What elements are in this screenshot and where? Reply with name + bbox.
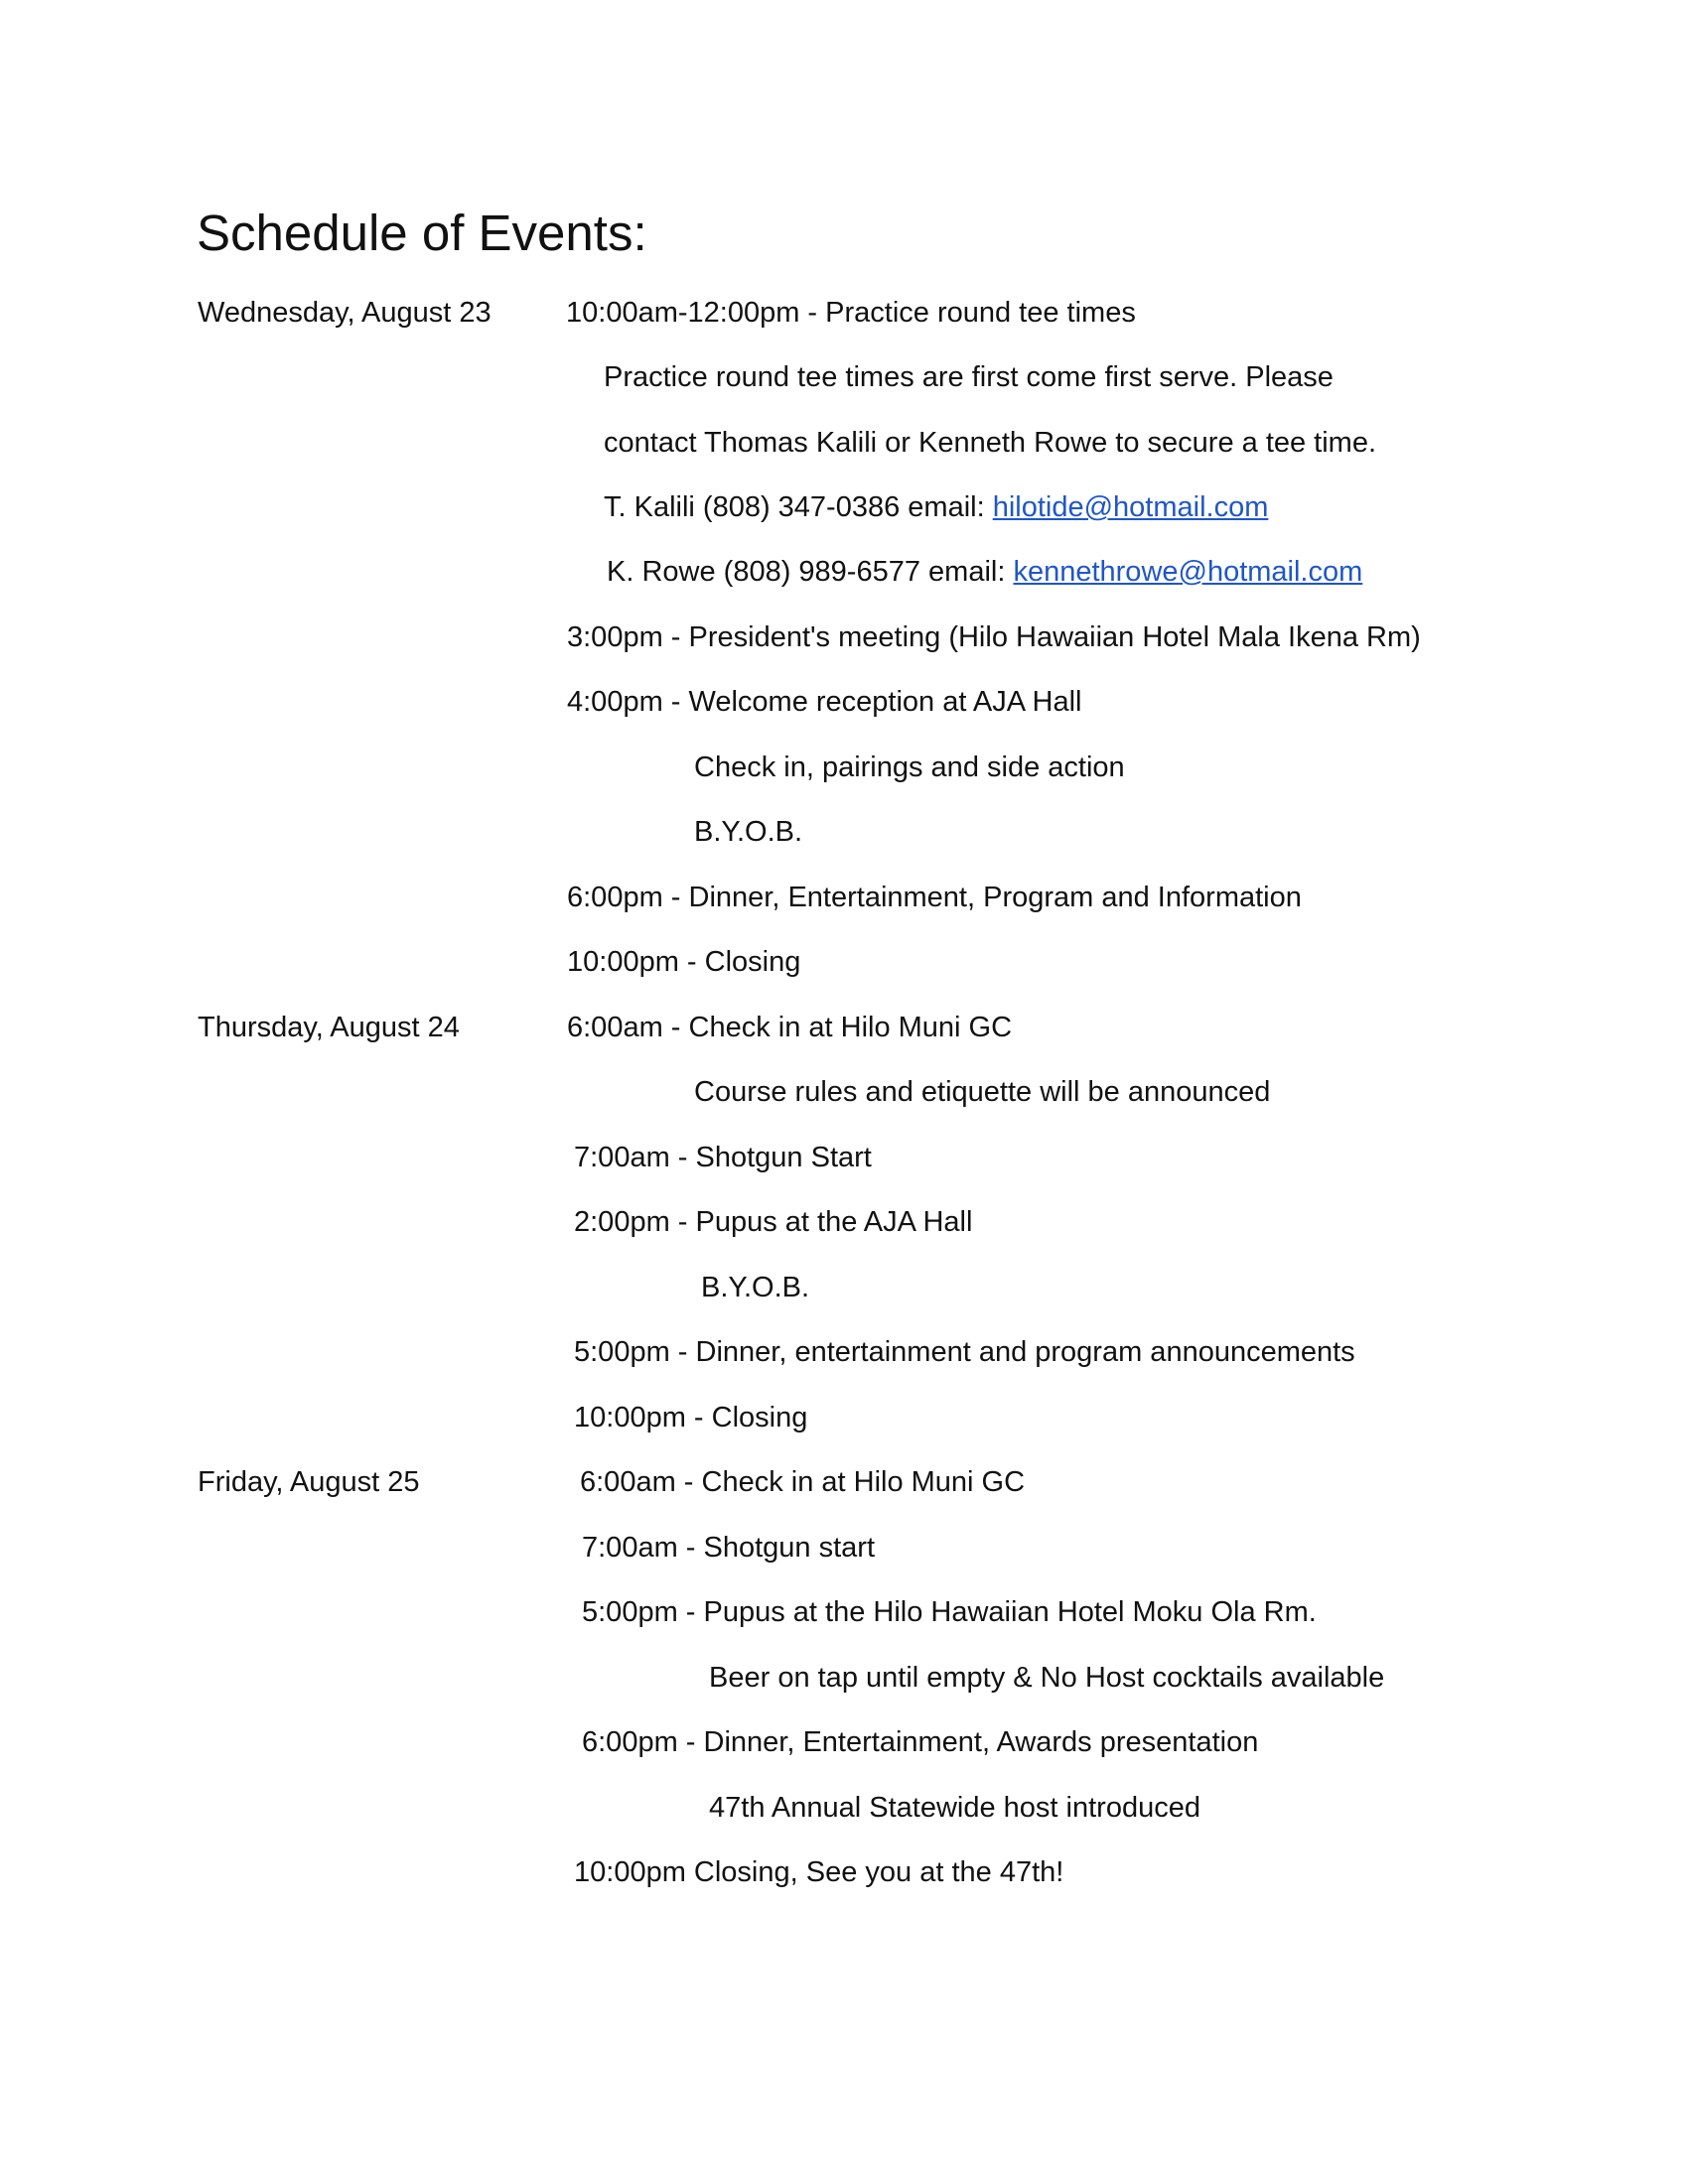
- event-thu-shotgun: 7:00am - Shotgun Start: [574, 1142, 872, 1173]
- event-thu-closing: 10:00pm - Closing: [574, 1402, 808, 1433]
- event-thu-checkin: 6:00am - Check in at Hilo Muni GC: [567, 1012, 1013, 1043]
- contact-kalili-text: T. Kalili (808) 347-0386 email:: [604, 491, 993, 523]
- page-title: Schedule of Events:: [197, 205, 647, 261]
- event-thu-checkin-note: Course rules and etiquette will be announced: [694, 1076, 1271, 1108]
- day-label-friday: Friday, August 25: [198, 1466, 420, 1498]
- email-link-kennethrowe[interactable]: kennethrowe@hotmail.com: [1013, 556, 1363, 588]
- event-wed-practice-note-1: Practice round tee times are first come first serve. Please: [604, 361, 1334, 393]
- event-fri-closing: 10:00pm Closing, See you at the 47th!: [574, 1856, 1064, 1888]
- event-thu-pupus-note: B.Y.O.B.: [701, 1272, 810, 1303]
- contact-kalili: [604, 488, 1268, 526]
- event-wed-presidents-meeting: 3:00pm - President's meeting (Hilo Hawaiian Hotel Mala Ikena Rm): [567, 621, 1421, 653]
- event-fri-pupus-note: Beer on tap until empty & No Host cocktails available: [709, 1662, 1385, 1694]
- event-wed-closing: 10:00pm - Closing: [567, 946, 801, 978]
- event-wed-practice-note-2: contact Thomas Kalili or Kenneth Rowe to secure a tee time.: [604, 427, 1377, 459]
- contact-rowe-text: K. Rowe (808) 989-6577 email:: [607, 556, 1014, 588]
- event-thu-dinner: 5:00pm - Dinner, entertainment and program announcements: [574, 1336, 1355, 1368]
- day-label-wednesday: Wednesday, August 23: [198, 297, 492, 329]
- event-wed-reception-note-2: B.Y.O.B.: [694, 816, 803, 848]
- contact-rowe: [607, 553, 1362, 591]
- event-wed-reception-note-1: Check in, pairings and side action: [694, 751, 1125, 783]
- event-fri-checkin: 6:00am - Check in at Hilo Muni GC: [580, 1466, 1026, 1498]
- email-link-hilotide[interactable]: hilotide@hotmail.com: [992, 491, 1269, 523]
- event-wed-practice: 10:00am-12:00pm - Practice round tee times: [566, 297, 1136, 329]
- event-thu-pupus: 2:00pm - Pupus at the AJA Hall: [574, 1206, 973, 1238]
- event-fri-dinner-note: 47th Annual Statewide host introduced: [709, 1792, 1200, 1824]
- event-wed-dinner: 6:00pm - Dinner, Entertainment, Program and Information: [567, 882, 1302, 913]
- event-fri-pupus: 5:00pm - Pupus at the Hilo Hawaiian Hotel Moku Ola Rm.: [582, 1596, 1317, 1628]
- event-fri-shotgun: 7:00am - Shotgun start: [582, 1532, 875, 1564]
- event-wed-welcome-reception: 4:00pm - Welcome reception at AJA Hall: [567, 686, 1082, 718]
- day-label-thursday: Thursday, August 24: [198, 1012, 460, 1043]
- event-fri-dinner: 6:00pm - Dinner, Entertainment, Awards presentation: [582, 1726, 1259, 1758]
